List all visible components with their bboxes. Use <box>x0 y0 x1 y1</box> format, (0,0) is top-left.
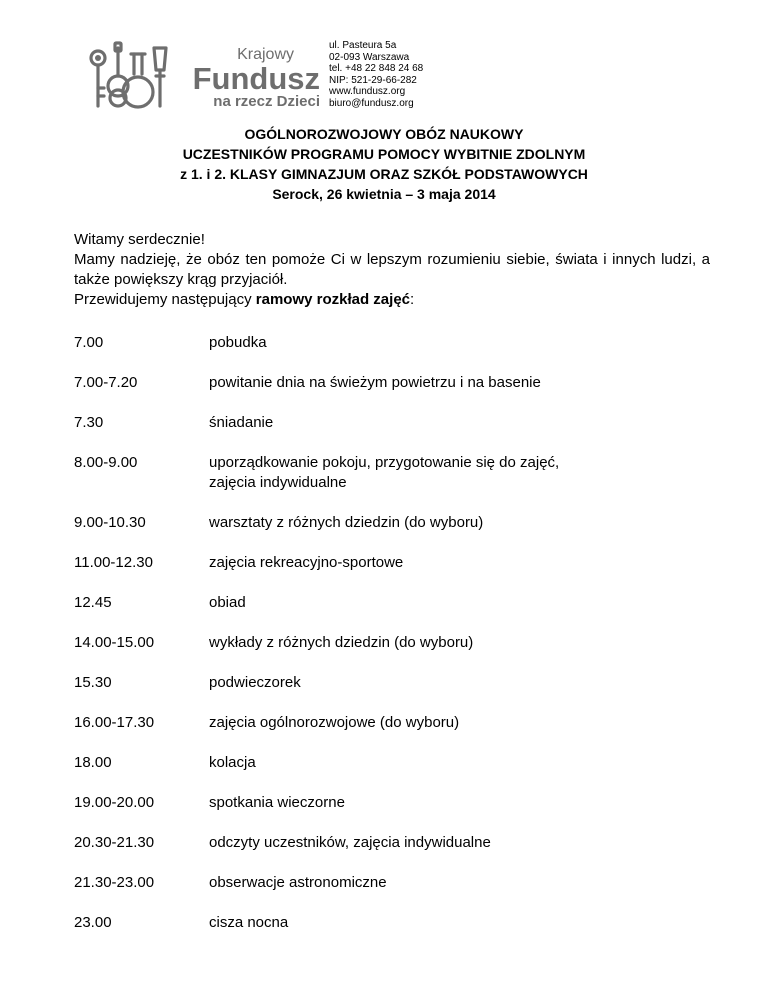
schedule-time: 14.00-15.00 <box>74 634 155 651</box>
schedule-activity <box>209 793 709 813</box>
schedule-activity <box>209 713 709 733</box>
schedule-time: 7.00-7.20 <box>74 374 138 391</box>
logo-icon <box>88 40 188 112</box>
intro-text <box>74 230 710 310</box>
schedule-activity-line: cisza nocna <box>209 914 289 931</box>
address-street: ul. Pasteura 5a <box>329 40 397 51</box>
schedule-activity-line: zajęcia rekreacyjno-sportowe <box>209 554 404 571</box>
address-block <box>329 40 423 110</box>
schedule-activity-line: odczyty uczestników, zajęcia indywidualne <box>209 834 491 851</box>
schedule-time: 19.00-20.00 <box>74 794 155 811</box>
address-website: www.fundusz.org <box>329 86 406 98</box>
schedule-time: 12.45 <box>74 594 112 611</box>
schedule-activity-line: obserwacje astronomiczne <box>209 874 387 891</box>
document-title <box>0 124 768 204</box>
address-nip: NIP: 521-29-66-282 <box>329 74 417 86</box>
schedule-time: 7.30 <box>74 414 104 431</box>
address-email: biuro@fundusz.org <box>329 97 414 109</box>
schedule-time: 18.00 <box>74 754 112 771</box>
schedule-time: 23.00 <box>74 914 112 931</box>
title-line-4: Serock, 26 kwietnia – 3 maja 2014 <box>272 186 496 202</box>
plan-prefix: Przewidujemy następujący <box>74 291 256 308</box>
plan-bold: ramowy rozkład zajęć <box>255 291 410 308</box>
schedule-activity-line: obiad <box>209 594 246 611</box>
schedule-activity <box>209 753 709 773</box>
logo-word-dzieci: na rzecz Dzieci <box>213 93 320 110</box>
address-city: 02-093 Warszawa <box>329 51 410 63</box>
schedule-activity-line: powitanie dnia na świeżym powietrzu i na basenie <box>209 374 541 391</box>
greeting: Witamy serdecznie! <box>74 231 205 248</box>
schedule-time: 16.00-17.30 <box>74 714 155 731</box>
schedule-activity <box>209 453 709 493</box>
schedule-activity-line: zajęcia indywidualne <box>209 474 347 491</box>
title-line-1: OGÓLNOROZWOJOWY OBÓZ NAUKOWY <box>244 126 524 142</box>
plan-paragraph <box>74 290 710 310</box>
schedule-activity-line: spotkania wieczorne <box>209 794 345 811</box>
title-line-3: z 1. i 2. KLASY GIMNAZJUM ORAZ SZKÓŁ PODSTAWOWYCH <box>180 166 588 182</box>
schedule-activity <box>209 373 709 393</box>
schedule-time: 20.30-21.30 <box>74 834 155 851</box>
schedule-time: 8.00-9.00 <box>74 454 138 471</box>
schedule-activity <box>209 593 709 613</box>
schedule-activity <box>209 833 709 853</box>
schedule-activity-line: wykłady z różnych dziedzin (do wyboru) <box>209 634 474 651</box>
foundation-logo <box>88 40 320 112</box>
schedule-activity <box>209 673 709 693</box>
schedule-activity <box>209 553 709 573</box>
schedule-activity <box>209 913 709 933</box>
schedule-activity <box>209 633 709 653</box>
schedule-activity-line: kolacja <box>209 754 256 771</box>
schedule-activity-line: zajęcia ogólnorozwojowe (do wyboru) <box>209 714 460 731</box>
logo-word-krajowy: Krajowy <box>237 46 294 63</box>
schedule-time: 9.00-10.30 <box>74 514 146 531</box>
schedule-activity-line: uporządkowanie pokoju, przygotowanie się do zajęć, <box>209 454 560 471</box>
schedule-activity-line: śniadanie <box>209 414 274 431</box>
plan-suffix: : <box>410 291 415 308</box>
schedule-activity <box>209 513 709 533</box>
hope-paragraph: Mamy nadzieję, że obóz ten pomoże Ci w lepszym rozumieniu siebie, świata i innych ludzi, a także powiększy krąg przyjaciół. <box>74 251 710 288</box>
title-line-2: UCZESTNIKÓW PROGRAMU POMOCY WYBITNIE ZDOLNYM <box>182 146 586 162</box>
schedule-time: 15.30 <box>74 674 112 691</box>
schedule-activity-line: pobudka <box>209 334 267 351</box>
schedule-activity <box>209 873 709 893</box>
schedule-activity <box>209 413 709 433</box>
logo-word-fundusz: Fundusz <box>192 61 320 96</box>
address-phone: tel. +48 22 848 24 68 <box>329 63 424 75</box>
schedule-activity-line: podwieczorek <box>209 674 301 691</box>
schedule-time: 11.00-12.30 <box>74 554 153 571</box>
schedule-activity-line: warsztaty z różnych dziedzin (do wyboru) <box>209 514 484 531</box>
schedule-time: 7.00 <box>74 334 104 351</box>
schedule-time: 21.30-23.00 <box>74 874 155 891</box>
schedule-activity <box>209 333 709 353</box>
